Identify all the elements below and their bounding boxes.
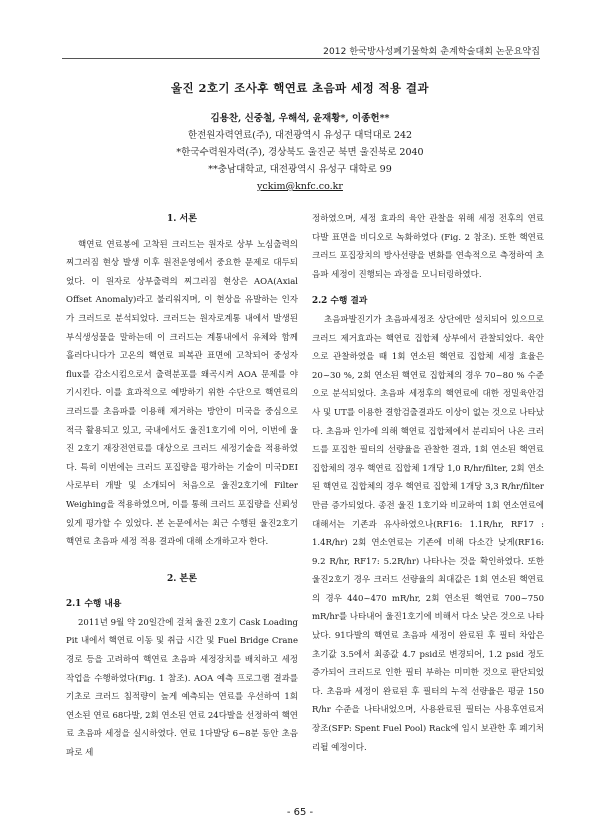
author-names: 김용찬, 신중철, 우해석, 윤재황*, 이종헌** (210, 113, 390, 124)
affiliation-2: *한국수력원자력(주), 경상북도 울진군 북면 울진북로 2040 (176, 147, 424, 158)
section-2-title: 2. 본론 (167, 573, 197, 584)
section-1-title: 1. 서론 (167, 214, 197, 224)
subsection-2-2-paragraph: 초음파발진기가 초음파세정조 상단에만 설치되어 있으므로 크러드 제거효과는 핵연료 집합체 상부에서 관찰되었다. 육안으로 관찰하였을 때 1회 연소된 핵연료 집합체 세정 효율은 20~30 %, 2회 연소된 핵연료 집합체의 경우 70~80 % 수준으로 분석되었다. 초음파 세정후의 핵연료에 대한 정밀육안검사 및 UT를 이용한 결함검출결과도 이상이 없는 것으로 나타났다. 초음파 인가에 의해 핵연료 집합체에서 분리되어 나온 크러드를 포집한 필터의 선량율을 관찰한 결과, 1회 연소된 핵연료 집합체의 경우 핵연료 집합체 1개당 1,0 R/hr/filter, 2회 연소된 핵연료 집합체의 경우 핵연료 집합체 1개당 3,3 R/hr/filter 만큼 증가되었다. 종전 울진 1호기와 비교하여 1회 연소연료에 대해서는 기존과 유사하였으나(RF16: 1.1R/hr, RF17 : 1.4R/hr) 2회 연소연료는 기존에 비해 다소간 낮게(RF16: 9.2 R/hr, RF17: 5.2R/hr) 나타나는 것을 확인하였다. 또한 울진2호기 경우 크러드 선량율의 최대값은 1회 연소된 핵연료의 경우 440~470 mR/hr, 2회 연소된 핵연료 700~750 mR/hr를 나타내어 울진1호기에 비해서 다소 낮은 것으로 나타났다. 91다발의 핵연료 초음파 세정이 완료된 후 필터 차압은 초기값 3.5에서 최종값 4.7 psid로 변경되어, 1.2 psid 정도 증가되어 크러드로 인한 필터 부하는 미미한 것으로 판단되었다. 초음파 세정이 완료된 후 필터의 누적 선량율은 평균 150 R/hr 수준을 나타내었으며, 사용완료된 필터는 사용후연료저장조(SFP: Spent Fuel Pool) Rack에 임시 보관한 후 폐기처리될 예정이다. (312, 314, 544, 753)
subsection-2-1-title: 2.1 수행 내용 (66, 599, 122, 610)
paper-title: 울진 2호기 조사후 핵연료 초음파 세정 적용 결과 (171, 81, 429, 95)
header-divider (62, 58, 540, 59)
subsection-2-1-paragraph: 2011년 9월 약 20일간에 걸쳐 울진 2호기 Cask Loading Pit 내에서 핵연료 이동 및 취급 시간 및 Fuel Bridge Crane 경로 등을 고려하여 핵연료 초음파 세정장치를 배치하고 세정작업을 수행하였다(Fig. 1 참조). AOA 예측 프로그램 결과를 기초로 크러드 침적량이 높게 예측되는 연료를 우선하여 1회 연소된 연료 68다발, 2회 연소된 연료 24다발을 선정하여 핵연료 초음파 세정을 실시하였다. 연료 1다발당 6~8분 동안 초음파로 세 (66, 617, 299, 759)
left-column (66, 210, 298, 763)
author-email: yckim@knfc.co.kr (257, 181, 343, 192)
affiliation-3: **충남대학교, 대전광역시 유성구 대학로 99 (208, 164, 392, 175)
conference-header: 2012 한국방사성폐기물학회 춘계학술대회 논문요약집 (323, 47, 540, 57)
affiliation-1: 한전원자력연료(주), 대전광역시 유성구 대덕대로 242 (187, 130, 413, 141)
page-number: - 65 - (286, 807, 314, 818)
right-column (312, 210, 544, 757)
continued-paragraph: 정하였으며, 세정 효과의 육안 관찰을 위해 세정 전후의 연료 다발 표면을 비디오로 녹화하였다 (Fig. 2 참조). 또한 핵연료 크러드 포집장치의 방사선량을 변화를 연속적으로 측정하여 초음파 세정이 진행되는 과정을 모니터링하였다. (312, 214, 544, 280)
section-1-paragraph: 핵연료 연료봉에 고착된 크러드는 원자로 상부 노심출력의 찌그러짐 현상 발생 이후 원전운영에서 중요한 문제로 대두되었다. 이 원자로 상부출력의 찌그러짐 현상은 AOA(Axial Offset Anomaly)라고 불리워지며, 이 현상을 유발하는 인자가 크러드로 분석되었다. 크러드는 원자로계통 내에서 발생된 부식생성물을 말하는데 이 크러드는 계통내에서 유체와 함께 흘러다니다가 고온의 핵연료 피복관 표면에 고착되어 중성자 flux를 감소시킴으로서 출력분포를 왜곡시켜 AOA 문제를 야기시킨다. 이를 효과적으로 예방하기 위한 수단으로 핵연료의 크러드를 초음파를 이용해 제거하는 방안이 미국을 중심으로 적극 활용되고 있고, 국내에서도 울진1호기에 이어, 이번에 울진 2호기 재장전연료를 대상으로 크러드 세정기술을 적용하였다. 특히 이번에는 크러드 포집량을 평가하는 기술이 미국DEI사로부터 개발 및 소개되어 처음으로 울진2호기에 Filter Weighing을 적용하였으며, 이를 통해 크러드 포집량을 신뢰성있게 평가할 수 있었다. 본 논문에서는 최근 수행된 울진2호기 핵연료 초음파 세정 적용 결과에 대해 소개하고자 한다. (66, 239, 298, 548)
subsection-2-2-title: 2.2 수행 결과 (312, 296, 368, 307)
author-block (0, 110, 600, 195)
